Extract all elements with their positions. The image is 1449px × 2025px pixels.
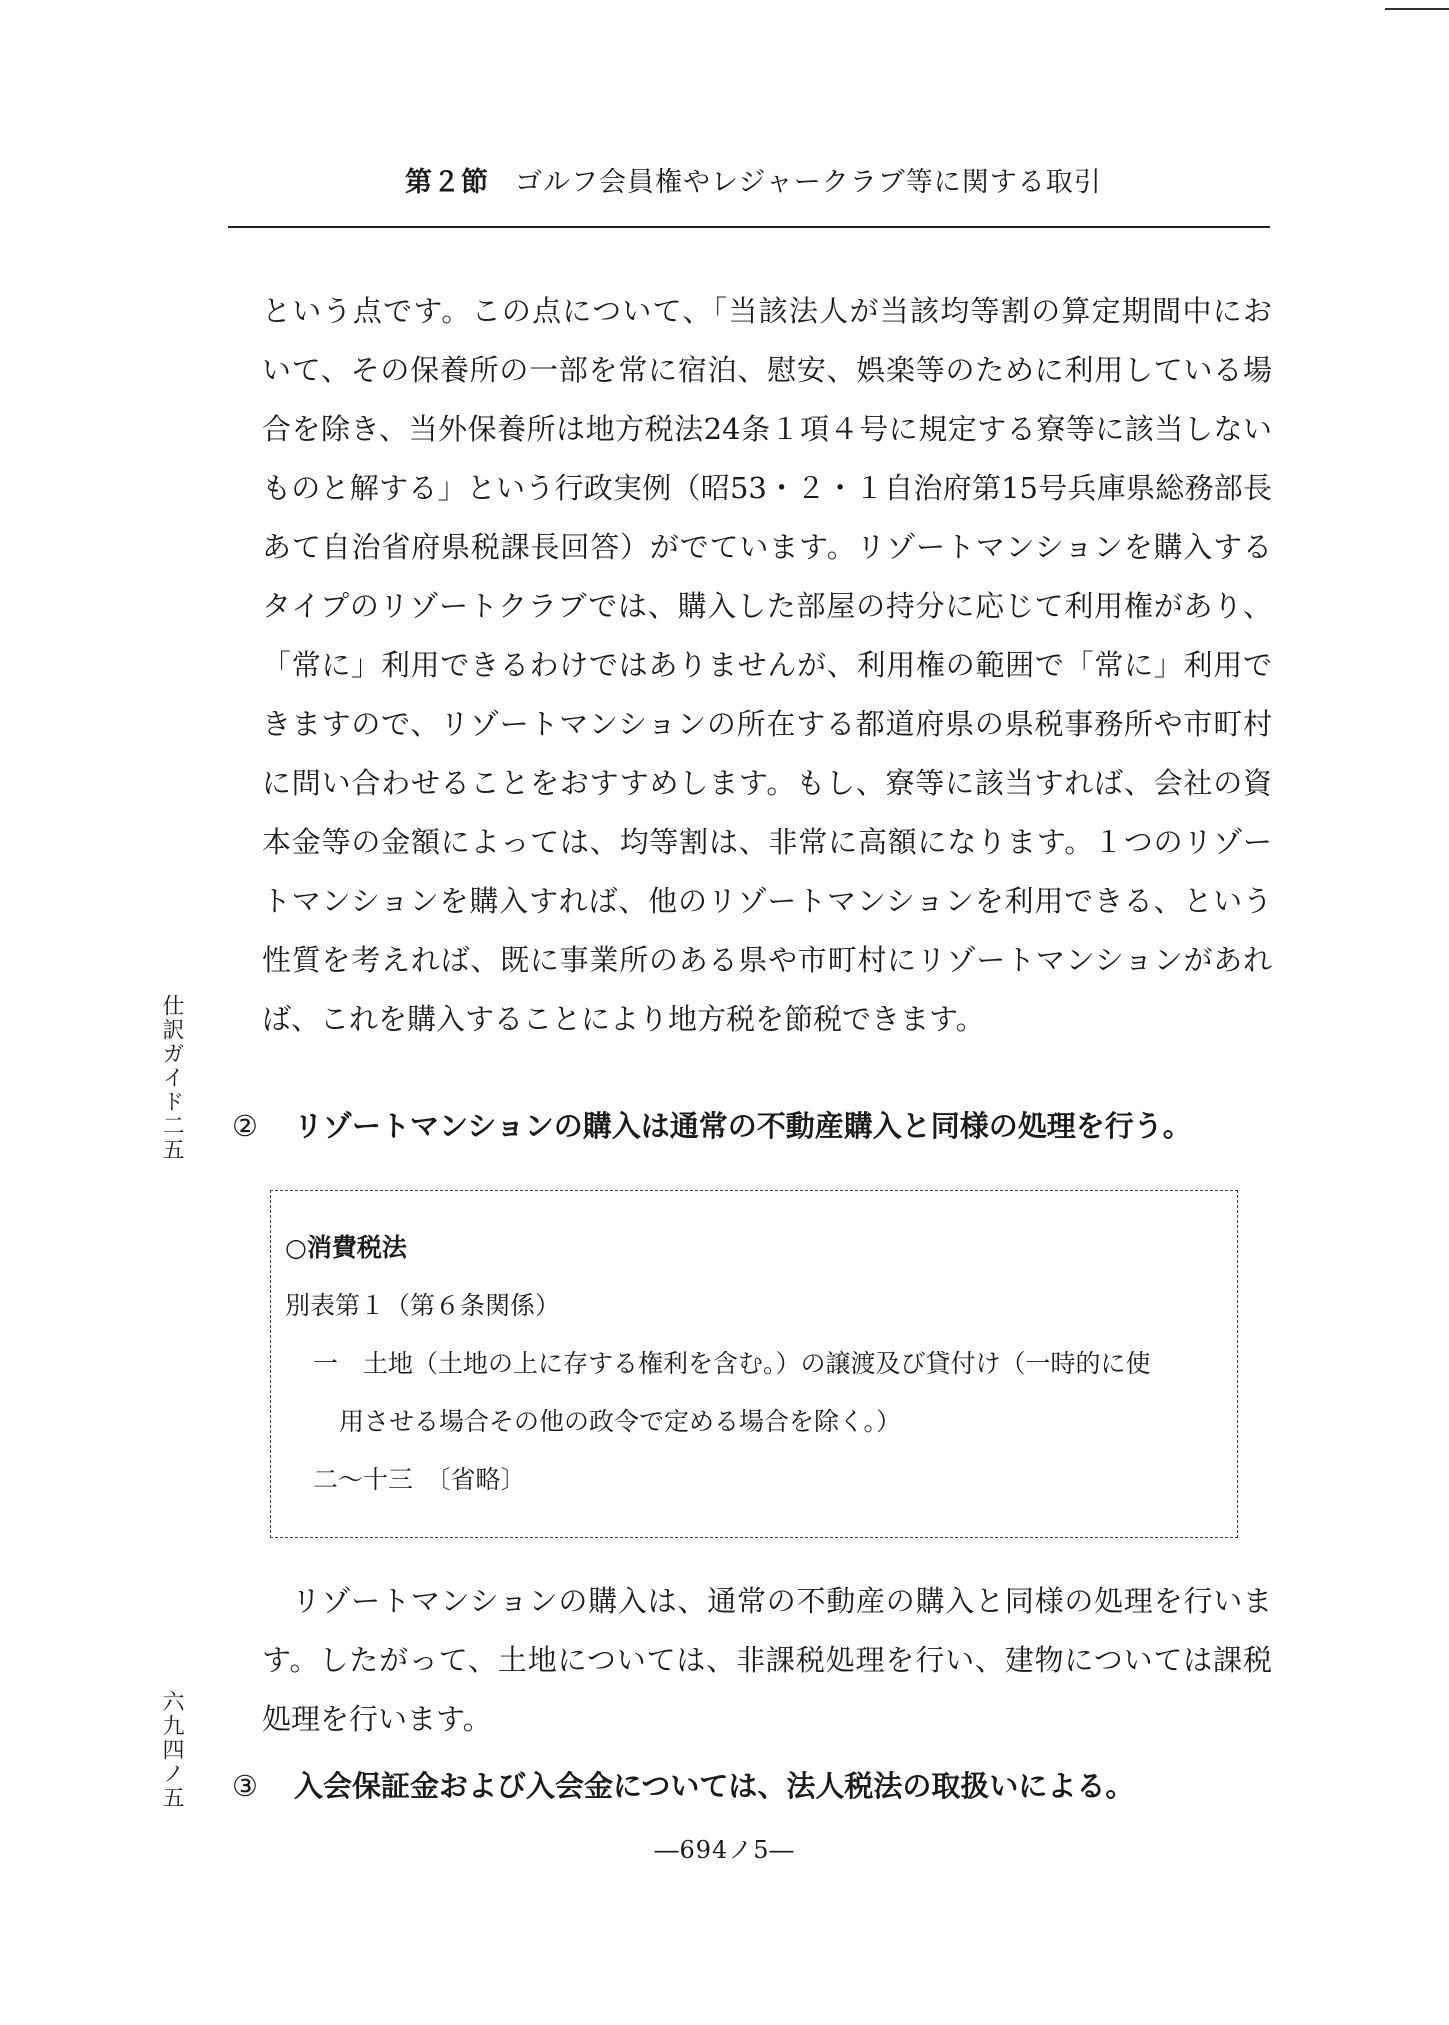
text-line: あて自治省府県税課長回答）がでています。リゾートマンションを購入する [262,530,1272,564]
text-line: リゾートマンションの購入は、通常の不動産の購入と同様の処理を行いま [262,1584,1272,1618]
text-line: 合を除き、当外保養所は地方税法24条１項４号に規定する寮等に該当しない [262,412,1272,446]
text-line: きますので、リゾートマンションの所在する都道府県の県税事務所や市町村 [262,707,1272,741]
heading-number: ③ [232,1769,258,1803]
quote-box [270,1190,1238,1538]
text-line: 処理を行います。 [262,1702,492,1736]
page-number: ―694ノ5― [654,1836,795,1864]
header-rule [228,226,1270,228]
side-label-page: 六九四ノ五 [159,1690,184,1810]
heading-number: ② [232,1109,258,1143]
text-line: す。したがって、土地については、非課税処理を行い、建物については課税 [262,1643,1272,1677]
law-name: ○消費税法 [285,1233,407,1262]
heading-3 [232,1766,1272,1806]
text-line: 本金等の金額によっては、均等割は、非常に高額になります。１つのリゾー [262,825,1272,859]
text-line: という点です。この点について、「当該法人が当該均等割の算定期間中にお [262,294,1272,328]
text-line: トマンションを購入すれば、他のリゾートマンションを利用できる、という [262,884,1272,918]
text-line: ものと解する」という行政実例（昭53・２・１自治府第15号兵庫県総務部長 [262,471,1272,505]
item-1-line-2: 用させる場合その他の政令で定める場合を除く。） [339,1407,902,1436]
side-label-guide: 仕訳ガイド二五 [159,994,184,1162]
corner-mark [1385,8,1449,10]
text-line: タイプのリゾートクラブでは、購入した部屋の持分に応じて利用権があり、 [262,589,1272,623]
table-reference: 別表第１（第６条関係） [285,1291,561,1320]
items-omitted: 二〜十三 〔省略〕 [313,1465,526,1494]
heading-text: リゾートマンションの購入は通常の不動産購入と同様の処理を行う。 [294,1109,1192,1143]
text-line: 性質を考えれば、既に事業所のある県や市町村にリゾートマンションがあれ [262,943,1272,977]
section-title: ゴルフ会員権やレジャークラブ等に関する取引 [515,167,1102,198]
text-line: 「常に」利用できるわけではありませんが、利用権の範囲で「常に」利用で [262,648,1272,682]
text-line: ば、これを購入することにより地方税を節税できます。 [262,1002,985,1036]
heading-2 [232,1106,1272,1146]
section-number: 第２節 [405,167,489,198]
text-line: いて、その保養所の一部を常に宿泊、慰安、娯楽等のために利用している場 [262,353,1272,387]
text-line: に問い合わせることをおすすめします。もし、寮等に該当すれば、会社の資 [262,766,1272,800]
page-header [405,160,1305,199]
item-1-line-1: 一 土地（土地の上に存する権利を含む。）の譲渡及び貸付け（一時的に使 [313,1349,1151,1378]
heading-text: 入会保証金および入会金については、法人税法の取扱いによる。 [294,1769,1135,1803]
